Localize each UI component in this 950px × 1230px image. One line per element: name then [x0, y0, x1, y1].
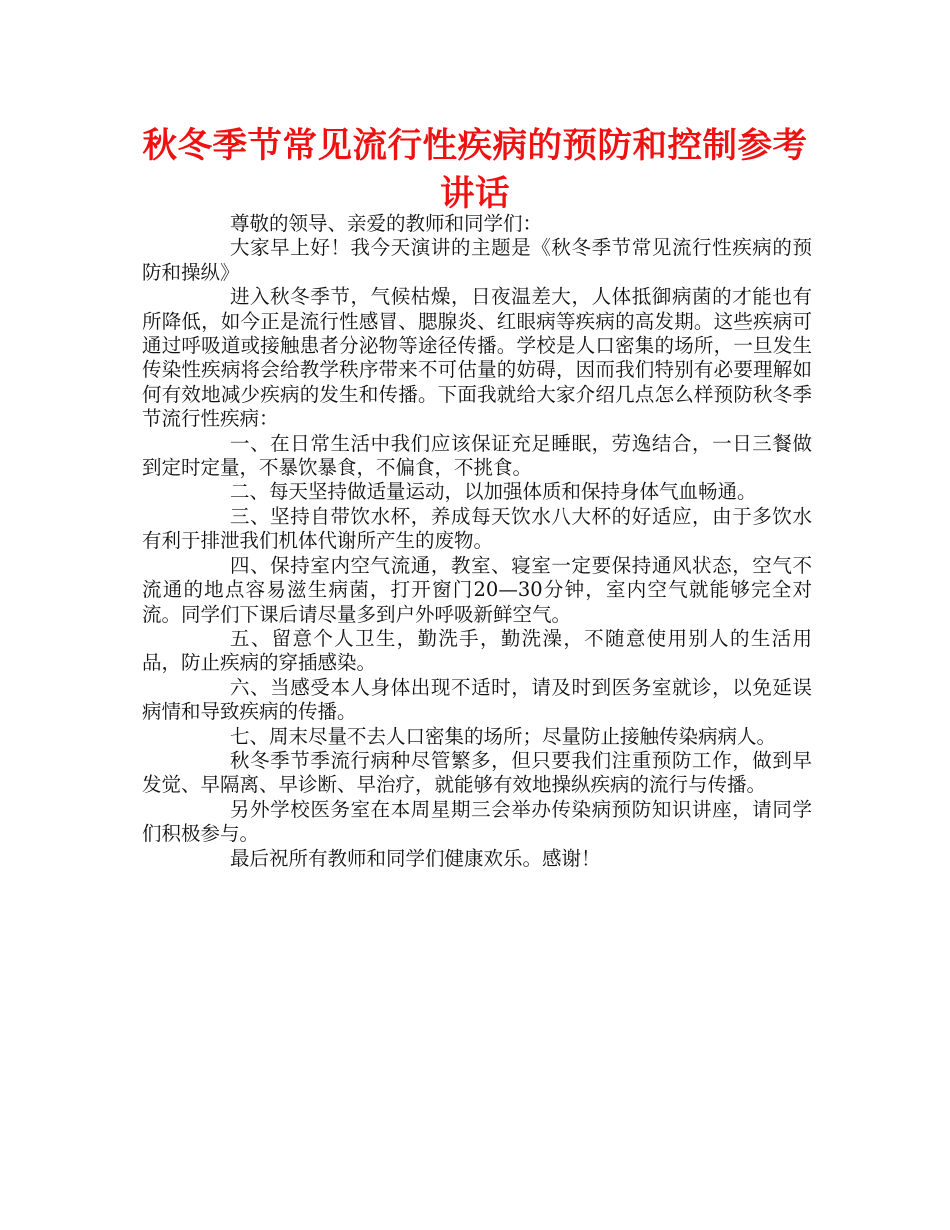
greeting-paragraph: 大家早上好！我今天演讲的主题是《秋冬季节常见流行性疾病的预防和操纵》: [142, 236, 812, 284]
document-body: [142, 212, 812, 871]
announcement-paragraph: 另外学校医务室在本周星期三会举办传染病预防知识讲座，请同学们积极参与。: [142, 797, 812, 846]
summary-paragraph: 秋冬季节季流行病种尽管繁多，但只要我们注重预防工作，做到早发觉、早隔离、早诊断、早治疗，就能够有效地操纵疾病的流行与传播。: [142, 748, 812, 797]
document-title: 秋冬季节常见流行性疾病的预防和控制参考讲话: [142, 126, 808, 214]
tip-paragraph-4: 四、保持室内空气流通，教室、寝室一定要保持通风状态，空气不流通的地点容易滋生病菌，打开窗门20—30分钟，室内空气就能够完全对流。同学们下课后请尽量多到户外呼吸新鲜空气。: [142, 553, 812, 626]
closing-paragraph: 最后祝所有教师和同学们健康欢乐。感谢！: [230, 846, 601, 870]
tip-paragraph-1: 一、在日常生活中我们应该保证充足睡眠，劳逸结合，一日三餐做到定时定量，不暴饮暴食，不偏食，不挑食。: [142, 431, 812, 480]
tip-paragraph-7: 七、周末尽量不去人口密集的场所；尽量防止接触传染病病人。: [230, 724, 777, 748]
tip-paragraph-2: 二、每天坚持做适量运动，以加强体质和保持身体气血畅通。: [230, 480, 757, 504]
tip-paragraph-3: 三、坚持自带饮水杯，养成每天饮水八大杯的好适应，由于多饮水有利于排泄我们机体代谢所产生的废物。: [142, 504, 812, 553]
tip-paragraph-6: 六、当感受本人身体出现不适时，请及时到医务室就诊，以免延误病情和导致疾病的传播。: [142, 675, 812, 724]
intro-paragraph: 进入秋冬季节，气候枯燥，日夜温差大，人体抵御病菌的才能也有所降低，如今正是流行性感冒、腮腺炎、红眼病等疾病的高发期。这些疾病可通过呼吸道或接触患者分泌物等途径传播。学校是人口密集的场所，一旦发生传染性疾病将会给教学秩序带来不可估量的妨碍，因而我们特别有必要理解如何有效地减少疾病的发生和传播。下面我就给大家介绍几点怎么样预防秋冬季节流行性疾病：: [142, 285, 812, 431]
tip-paragraph-5: 五、留意个人卫生，勤洗手，勤洗澡，不随意使用别人的生活用品，防止疾病的穿插感染。: [142, 626, 812, 675]
salutation-paragraph: 尊敬的领导、亲爱的教师和同学们：: [230, 212, 543, 235]
